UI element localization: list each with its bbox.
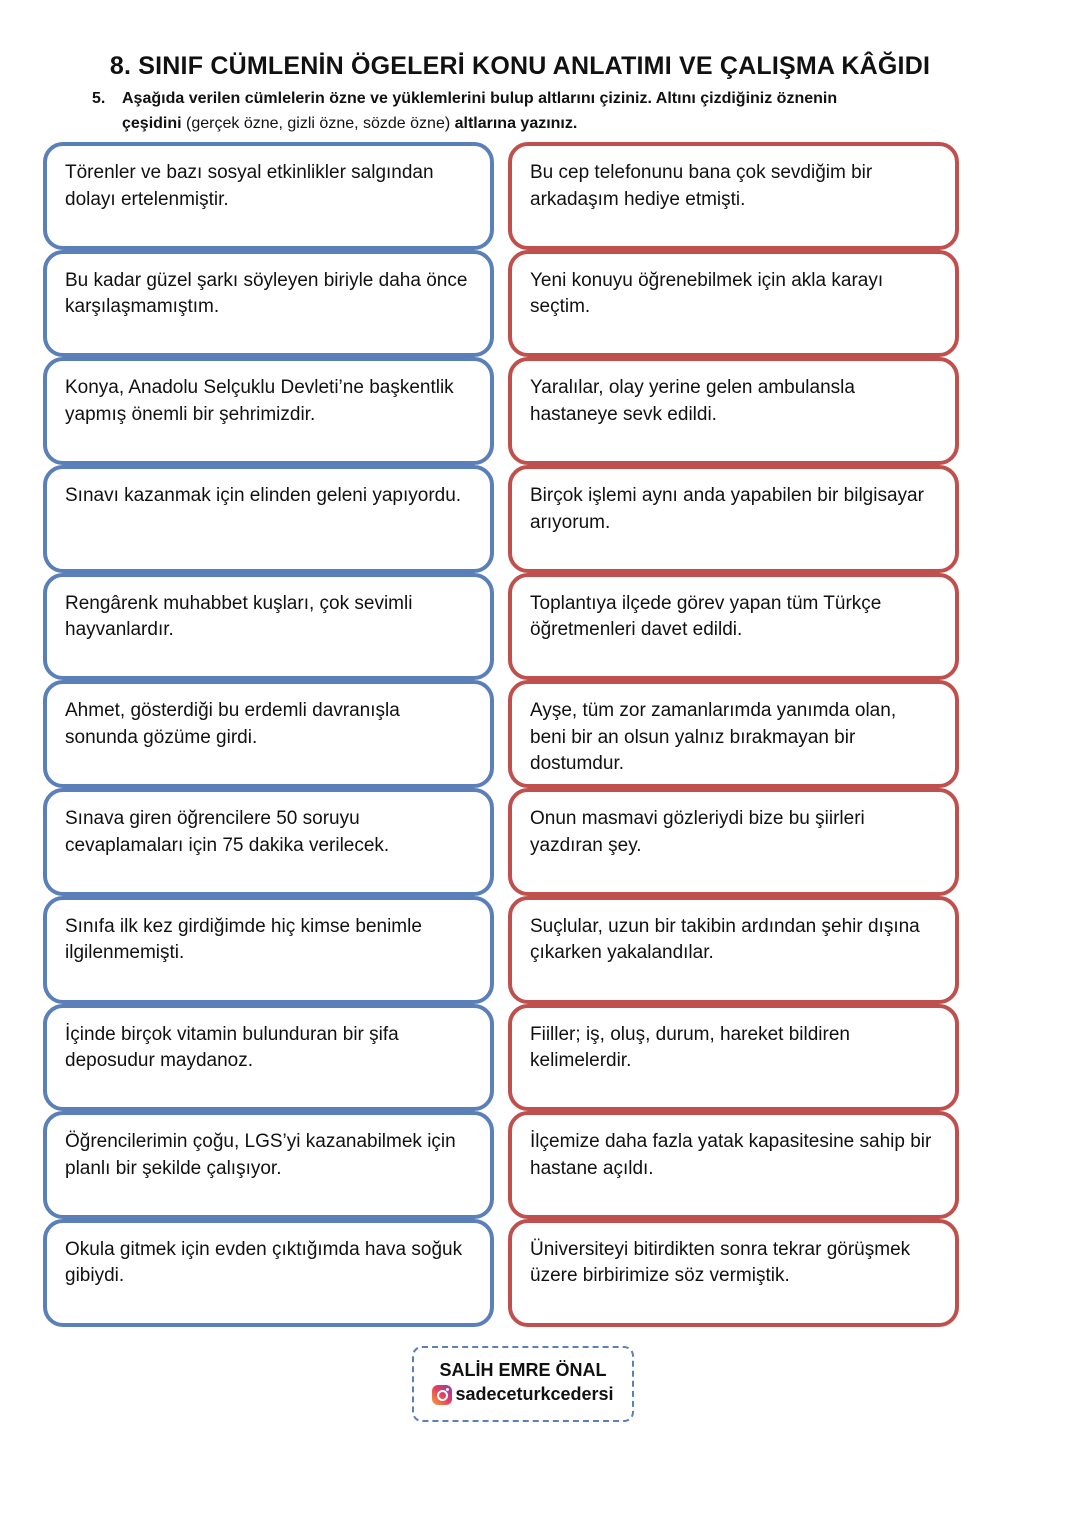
instruction-bold-start: çeşidini xyxy=(122,115,182,132)
instruction-line-1 xyxy=(92,86,952,111)
sentence-card: Suçlular, uzun bir takibin ardından şehir dışına çıkarken yakalandılar. xyxy=(508,896,959,1004)
sentence-card: Onun masmavi gözleriydi bize bu şiirleri yazdıran şey. xyxy=(508,788,959,896)
sentence-card: Konya, Anadolu Selçuklu Devleti’ne başkentlik yapmış önemli bir şehrimizdir. xyxy=(43,357,494,465)
question-number: 5. xyxy=(92,90,106,107)
instruction-middle: (gerçek özne, gizli özne, sözde özne) xyxy=(181,115,455,132)
instruction xyxy=(92,86,952,136)
sentence-card: Üniversiteyi bitirdikten sonra tekrar görüşmek üzere birbirimize söz vermiştik. xyxy=(508,1219,959,1327)
sentence-card: Bu kadar güzel şarkı söyleyen biriyle daha önce karşılaşmamıştım. xyxy=(43,250,494,358)
page-title: 8. SINIF CÜMLENİN ÖGELERİ KONU ANLATIMI VE ÇALIŞMA KÂĞIDI xyxy=(109,52,931,80)
sentence-card: Sınavı kazanmak için elinden geleni yapıyordu. xyxy=(43,465,494,573)
sentence-card: İçinde birçok vitamin bulunduran bir şifa deposudur maydanoz. xyxy=(43,1004,494,1112)
instruction-line-2 xyxy=(92,111,952,136)
sentence-card: Yaralılar, olay yerine gelen ambulansla hastaneye sevk edildi. xyxy=(508,357,959,465)
sentence-card: Törenler ve bazı sosyal etkinlikler salgından dolayı ertelenmiştir. xyxy=(43,142,494,250)
sentence-card: Sınava giren öğrencilere 50 soruyu cevaplamaları için 75 dakika verilecek. xyxy=(43,788,494,896)
author-credit-box xyxy=(412,1346,634,1422)
sentence-card: Fiiller; iş, oluş, durum, hareket bildiren kelimelerdir. xyxy=(508,1004,959,1112)
sentence-card: Sınıfa ilk kez girdiğimde hiç kimse benimle ilgilenmemişti. xyxy=(43,896,494,1004)
sentence-grid xyxy=(43,142,959,1327)
sentence-card: İlçemize daha fazla yatak kapasitesine sahip bir hastane açıldı. xyxy=(508,1111,959,1219)
instagram-icon xyxy=(432,1385,452,1405)
sentence-card: Okula gitmek için evden çıktığımda hava soğuk gibiydi. xyxy=(43,1219,494,1327)
sentence-card: Bu cep telefonunu bana çok sevdiğim bir arkadaşım hediye etmişti. xyxy=(508,142,959,250)
sentence-card: Ayşe, tüm zor zamanlarımda yanımda olan, beni bir an olsun yalnız bırakmayan bir dostumdur. xyxy=(508,680,959,788)
sentence-card: Yeni konuyu öğrenebilmek için akla karayı seçtim. xyxy=(508,250,959,358)
instruction-bold-end: altlarına yazınız. xyxy=(454,115,578,132)
sentence-card: Toplantıya ilçede görev yapan tüm Türkçe öğretmenleri davet edildi. xyxy=(508,573,959,681)
sentence-card: Öğrencilerimin çoğu, LGS’yi kazanabilmek için planlı bir şekilde çalışıyor. xyxy=(43,1111,494,1219)
sentence-card: Ahmet, gösterdiği bu erdemli davranışla sonunda gözüme girdi. xyxy=(43,680,494,788)
social-handle: sadeceturkcedersi xyxy=(455,1384,614,1404)
sentence-card: Rengârenk muhabbet kuşları, çok sevimli hayvanlardır. xyxy=(43,573,494,681)
instruction-text: Aşağıda verilen cümlelerin özne ve yüklemlerini bulup altlarını çiziniz. Altını çizdiğiniz öznenin xyxy=(122,90,838,107)
sentence-card: Birçok işlemi aynı anda yapabilen bir bilgisayar arıyorum. xyxy=(508,465,959,573)
social-handle-row xyxy=(414,1384,632,1405)
author-name: SALİH EMRE ÖNAL xyxy=(439,1360,607,1380)
